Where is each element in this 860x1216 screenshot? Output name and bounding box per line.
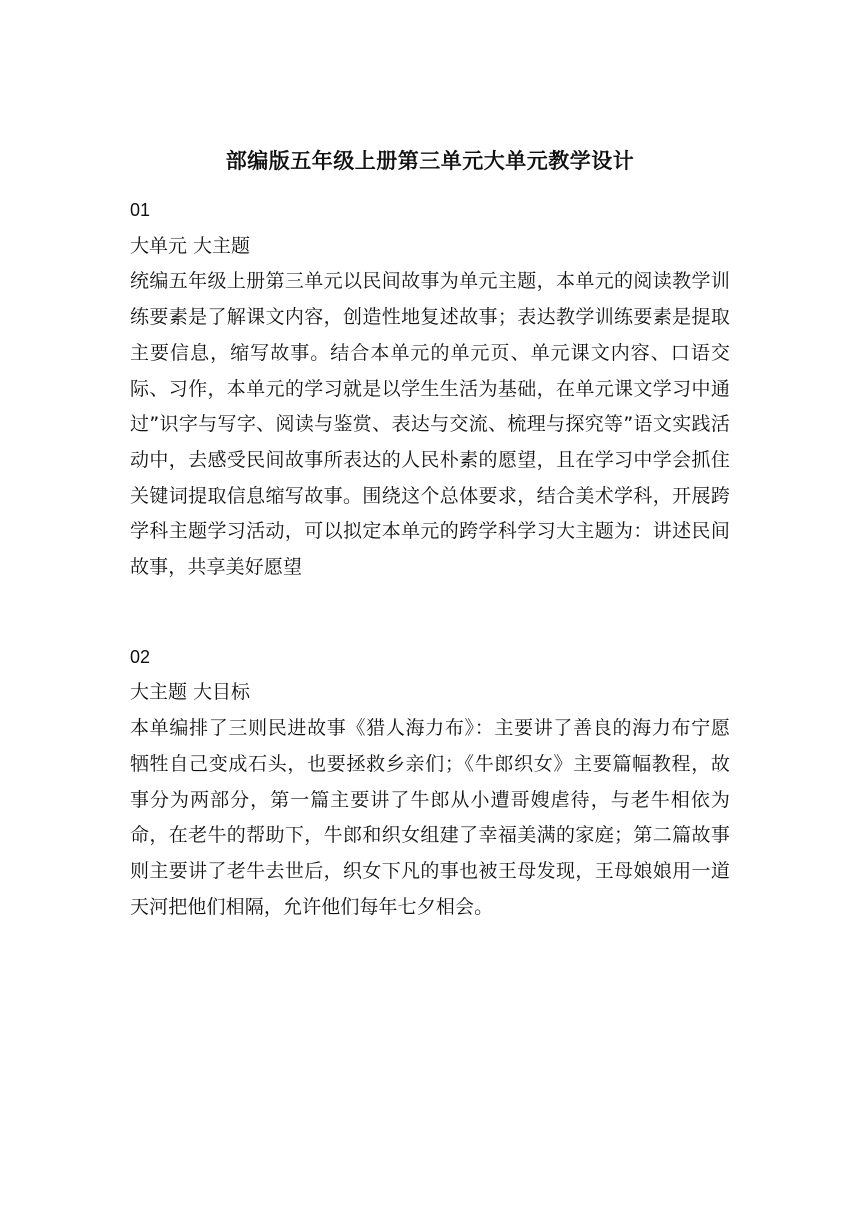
page-title: 部编版五年级上册第三单元大单元教学设计: [225, 149, 635, 174]
section-body-paragraph: 统编五年级上册第三单元以民间故事为单元主题，本单元的阅读教学训练要素是了解课文内容，创造性地复述故事；表达教学训练要素是提取主要信息，缩写故事。结合本单元的单元页、单元课文内容、口语交际、习作，本单元的学习就是以学生生活为基础，在单元课文学习中通过”识字与写字、阅读与鉴赏、表达与交流、梳理与探究等”语文实践活动中，去感受民间故事所表达的人民朴素的愿望，且在学习中学会抓住关键词提取信息缩写故事。围绕这个总体要求，结合美术学科，开展跨学科主题学习活动，可以拟定本单元的跨学科学习大主题为：讲述民间故事，共享美好愿望: [130, 270, 730, 579]
document-content: [130, 193, 730, 925]
section-number: 02: [130, 646, 151, 667]
section-number: 01: [130, 200, 151, 220]
section-01: [130, 193, 730, 586]
section-heading: 大主题 大目标: [130, 681, 251, 704]
section-spacing: [130, 586, 730, 640]
section-heading: 大单元 大主题: [130, 234, 251, 257]
section-body-paragraph: 本单编排了三则民进故事《猎人海力布》：主要讲了善良的海力布宁愿牺牲自己变成石头，也要拯救乡亲们；《牛郎织女》主要篇幅教程，故事分为两部分，第一篇主要讲了牛郎从小遭哥嫂虐待，与老牛相依为命，在老牛的帮助下，牛郎和织女组建了幸福美满的家庭；第二篇故事则主要讲了老牛去世后，织女下凡的事也被王母发现，王母娘娘用一道天河把他们相隔，允许他们每年七夕相会。: [130, 717, 730, 918]
section-02: [130, 640, 730, 926]
